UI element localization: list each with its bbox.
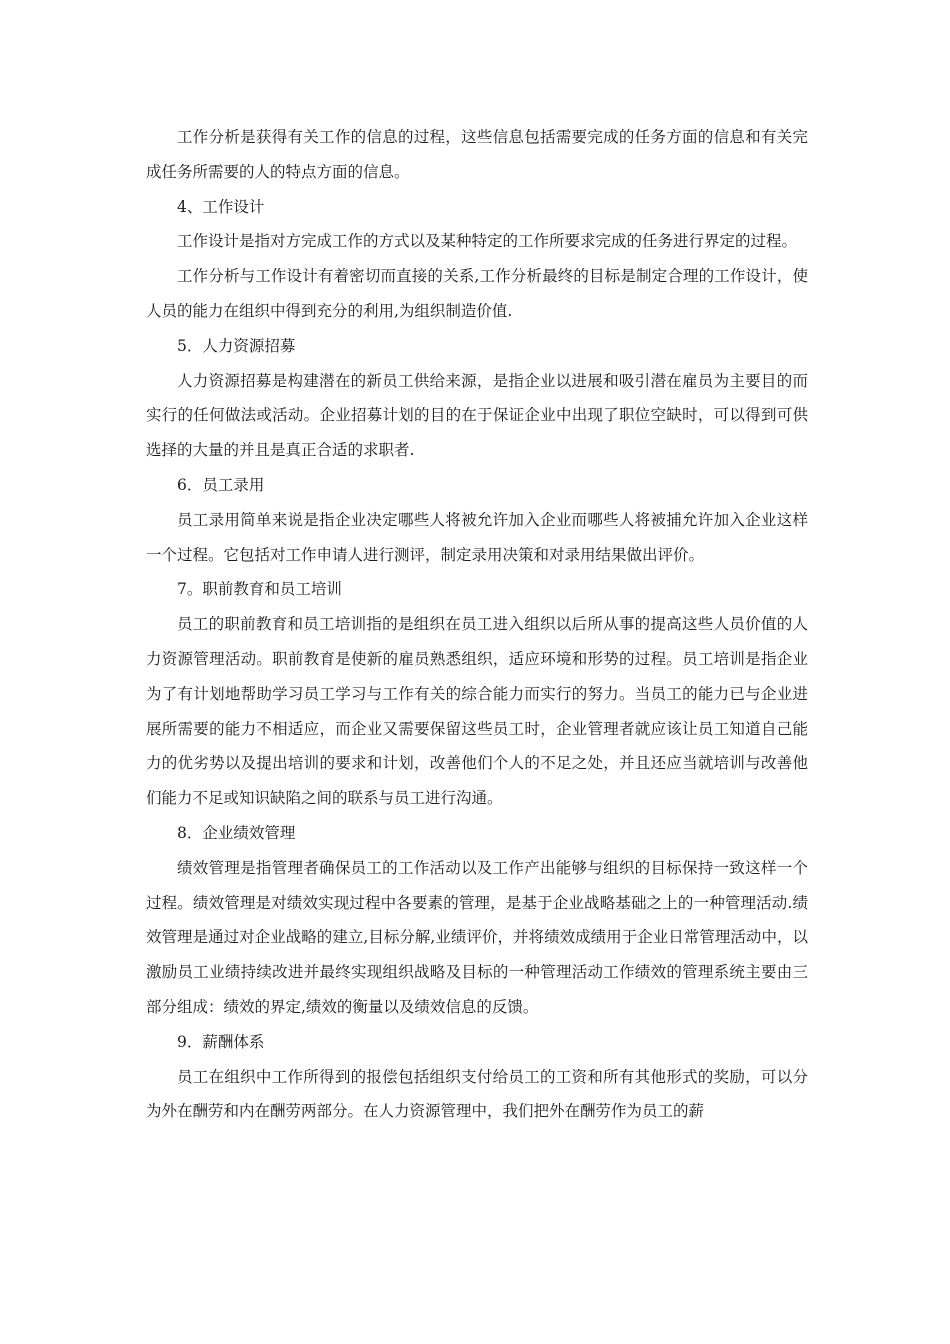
heading-recruitment: 5．人力资源招募 <box>177 336 296 355</box>
paragraph-performance-management: 绩效管理是指管理者确保员工的工作活动以及工作产出能够与组织的目标保持一致这样一个过程。绩效管理是对绩效实现过程中各要素的管理，是基于企业战略基础之上的一种管理活动.绩效管理是通过对企业战略的建立,目标分解,业绩评价，并将绩效成绩用于企业日常管理活动中，以激励员工业绩持续改进并最终实现组织战略及目标的一种管理活动工作绩效的管理系统主要由三部分组成：绩效的界定,绩效的衡量以及绩效信息的反馈。 <box>146 858 808 1016</box>
paragraph-analysis-design-relation: 工作分析与工作设计有着密切而直接的关系,工作分析最终的目标是制定合理的工作设计，使人员的能力在组织中得到充分的利用,为组织制造价值. <box>146 267 808 320</box>
heading-orientation-training: 7。职前教育和员工培训 <box>177 580 342 599</box>
paragraph-employee-selection: 员工录用简单来说是指企业决定哪些人将被允许加入企业而哪些人将被捕允许加入企业这样一个过程。它包括对工作申请人进行测评，制定录用决策和对录用结果做出评价。 <box>146 510 808 564</box>
paragraph-recruitment: 人力资源招募是构建潜在的新员工供给来源，是指企业以进展和吸引潜在雇员为主要目的而实行的任何做法或活动。企业招募计划的目的在于保证企业中出现了职位空缺时，可以得到可供选择的大量的并且是真正合适的求职者. <box>146 371 808 460</box>
paragraph-job-analysis-definition: 工作分析是获得有关工作的信息的过程，这些信息包括需要完成的任务方面的信息和有关完成任务所需要的人的特点方面的信息。 <box>146 128 808 181</box>
paragraph-compensation-system: 员工在组织中工作所得到的报偿包括组织支付给员工的工资和所有其他形式的奖励，可以分为外在酬劳和内在酬劳两部分。在人力资源管理中，我们把外在酬劳作为员工的薪 <box>146 1067 808 1121</box>
heading-performance-management: 8．企业绩效管理 <box>177 823 296 842</box>
heading-job-design: 4、工作设计 <box>177 197 265 216</box>
paragraph-job-design-definition: 工作设计是指对方完成工作的方式以及某种特定的工作所要求完成的任务进行界定的过程。 <box>177 232 798 251</box>
paragraph-orientation-training: 员工的职前教育和员工培训指的是组织在员工进入组织以后所从事的提高这些人员价值的人力资源管理活动。职前教育是使新的雇员熟悉组织，适应环境和形势的过程。员工培训是指企业为了有计划地帮助学习员工学习与工作有关的综合能力而实行的努力。当员工的能力已与企业进展所需要的能力不相适应，而企业又需要保留这些员工时，企业管理者就应该让员工知道自己能力的优劣势以及提出培训的要求和计划，改善他们个人的不足之处，并且还应当就培训与改善他们能力不足或知识缺陷之间的联系与员工进行沟通。 <box>146 615 808 808</box>
heading-compensation-system: 9．薪酬体系 <box>177 1032 265 1051</box>
document-body <box>146 120 808 1129</box>
heading-employee-selection: 6．员工录用 <box>177 475 265 494</box>
